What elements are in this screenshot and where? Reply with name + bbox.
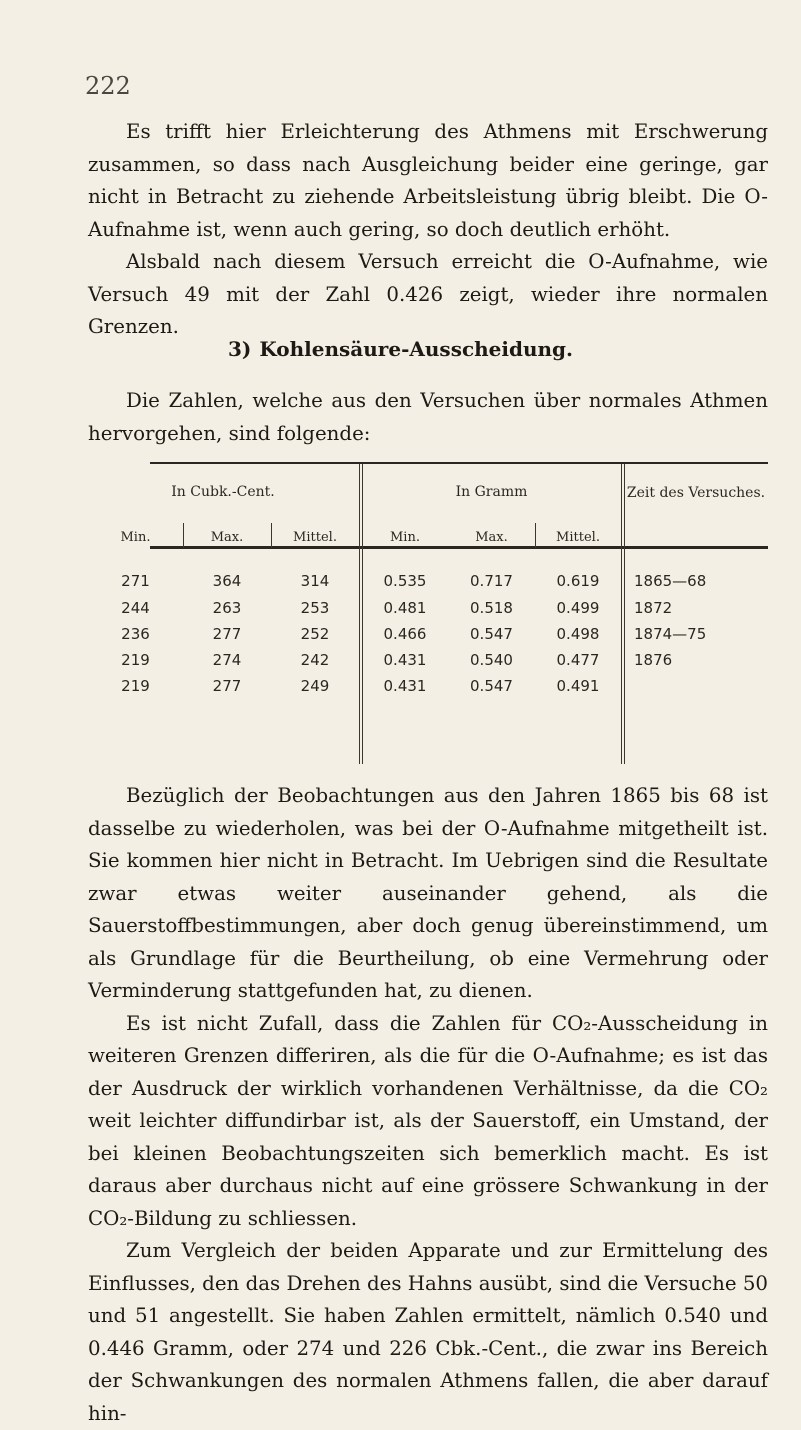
- cell: 274: [212, 651, 242, 669]
- cell: 263: [212, 599, 242, 617]
- cell: 0.535: [383, 572, 427, 590]
- table-divider: [624, 464, 625, 764]
- body-paragraph-3: Zum Vergleich der beiden Apparate und zur Ermittelung des Einflusses, den das Drehen des Hahns ausübt, sind die Versuche 50 und 51 angestellt. Sie haben Zahlen ermittelt, nämlich 0.540 und 0.446 Gramm, oder 274 und 226 Cbk.-Cent., die zwar ins Bereich der Schwankungen des normalen Athmens fallen, die aber darauf hin-: [88, 1239, 769, 1425]
- cell: 0.431: [383, 677, 427, 695]
- intro-paragraph-2: Alsbald nach diesem Versuch erreicht die O-Aufnahme, wie Versuch 49 mit der Zahl 0.426 zeigt, wieder ihre normalen Grenzen.: [88, 250, 768, 338]
- subheader-mittel: Mittel.: [293, 530, 337, 545]
- table-top-rule: [150, 462, 768, 464]
- cell: 0.491: [556, 677, 600, 695]
- cell: 314: [300, 572, 330, 590]
- cell: 0.466: [383, 625, 427, 643]
- cell: 0.477: [556, 651, 600, 669]
- cell: 0.431: [383, 651, 427, 669]
- cell: 236: [121, 625, 150, 643]
- page-number: 222: [85, 72, 131, 100]
- cell: 1872: [634, 599, 673, 617]
- cell: 0.619: [556, 572, 600, 590]
- table-header-rule: [150, 546, 768, 549]
- intro-paragraph-1: Es trifft hier Erleichterung des Athmens mit Erschwerung zusammen, so dass nach Ausgleichung beider eine geringe, gar nicht in Betracht zu ziehende Arbeitsleistung übrig bleibt. Die O-Aufnahme ist, wenn auch gering, so doch deutlich erhöht.: [88, 120, 768, 241]
- cell: 364: [212, 572, 242, 590]
- subheader-max: Max.: [475, 530, 508, 545]
- cell: 242: [300, 651, 330, 669]
- table-intro-paragraph: Die Zahlen, welche aus den Versuchen über normales Athmen hervorgehen, sind folgende:: [88, 389, 768, 445]
- cell: 0.540: [470, 651, 513, 669]
- intro-text: [88, 116, 768, 344]
- subheader-mittel: Mittel.: [556, 530, 600, 545]
- cell: 0.547: [470, 677, 513, 695]
- section-number: 3): [227, 337, 252, 361]
- cell: 219: [121, 651, 150, 669]
- cell: 0.717: [470, 572, 513, 590]
- cell: 0.547: [470, 625, 513, 643]
- cell: 253: [300, 599, 330, 617]
- cell: 1876: [634, 651, 673, 669]
- subheader-max: Max.: [210, 530, 244, 545]
- header-zeit: Zeit des Versuches.: [626, 485, 766, 501]
- cell: 1865—68: [634, 572, 707, 590]
- cell: 252: [300, 625, 330, 643]
- cell: 277: [212, 677, 242, 695]
- cell: 277: [212, 625, 242, 643]
- header-cubk-cent: In Cubk.-Cent.: [171, 484, 275, 500]
- cell: 271: [121, 572, 150, 590]
- body-paragraph-2: Es ist nicht Zufall, dass die Zahlen für CO₂-Ausscheidung in weiteren Grenzen differiren, als die für die O-Aufnahme; es ist das der Ausdruck der wirklich vorhandenen Verhältnisse, da die CO₂ weit leichter diffundirbar ist, als der Sauerstoff, ein Umstand, der bei kleinen Beobachtungszeiten sich bemerklich macht. Es ist daraus aber durchaus nicht auf eine grössere Schwankung in der CO₂-Bildung zu schliessen.: [88, 1011, 768, 1230]
- table-divider: [621, 464, 622, 764]
- subheader-min: Min.: [390, 530, 420, 545]
- data-table: [120, 462, 768, 764]
- table-intro-text: [88, 385, 768, 450]
- cell: 219: [121, 677, 150, 695]
- table-divider: [359, 464, 360, 764]
- cell: 244: [121, 599, 150, 617]
- cell: 0.481: [383, 599, 427, 617]
- cell: 1874—75: [634, 625, 707, 643]
- section-heading: [0, 337, 801, 361]
- header-gramm: In Gramm: [455, 484, 528, 500]
- cell: 0.518: [470, 599, 513, 617]
- cell: 0.498: [556, 625, 600, 643]
- body-paragraph-1: Bezüglich der Beobachtungen aus den Jahren 1865 bis 68 ist dasselbe zu wiederholen, was bei der O-Aufnahme mitgetheilt ist. Sie kommen hier nicht in Betracht. Im Uebrigen sind die Resultate zwar etwas weiter auseinander gehend, als die Sauerstoffbestimmungen, aber doch genug übereinstimmend, um als Grundlage für die Beurtheilung, ob eine Vermehrung oder Verminderung stattgefunden hat, zu dienen.: [88, 784, 768, 1002]
- cell: 249: [300, 677, 330, 695]
- body-text: [88, 780, 768, 1430]
- cell: 0.499: [556, 599, 600, 617]
- subheader-min: Min.: [120, 530, 151, 545]
- section-title: Kohlensäure-Ausscheidung.: [259, 337, 574, 361]
